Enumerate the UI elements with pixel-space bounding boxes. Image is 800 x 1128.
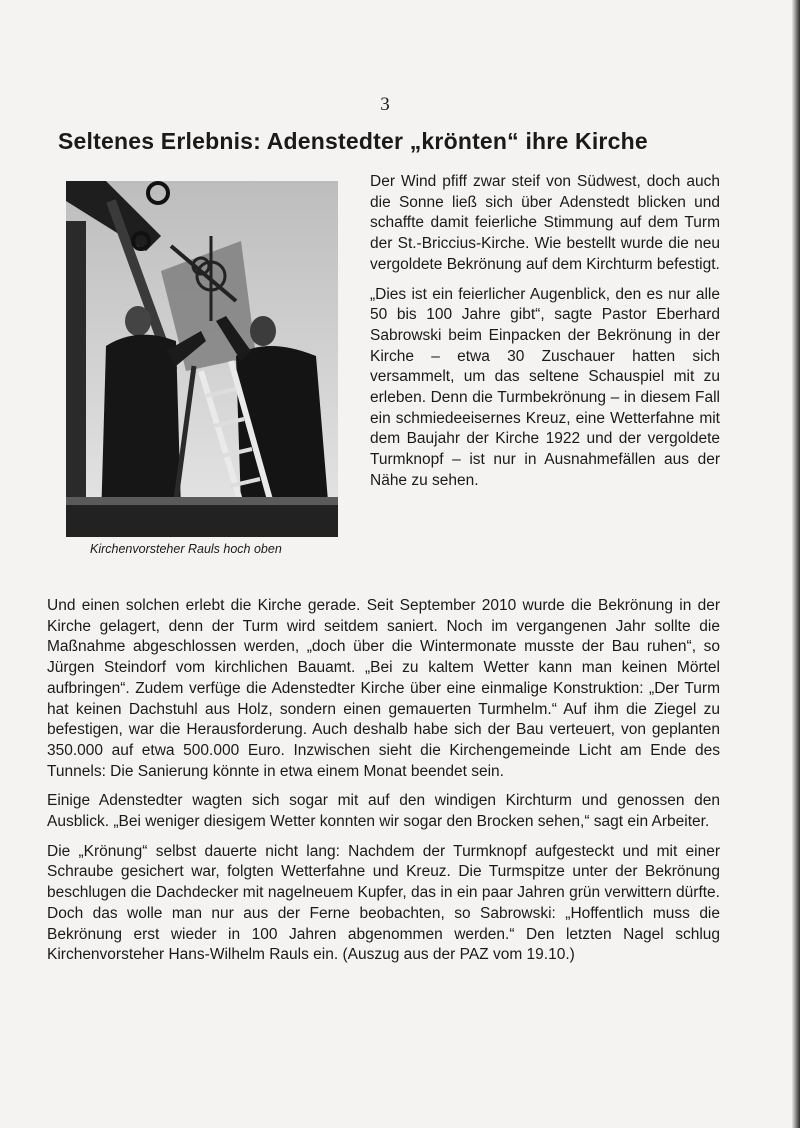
- headline: Seltenes Erlebnis: Adenstedter „krönten“ ihre Kirche: [58, 128, 648, 154]
- body-paragraph: Einige Adenstedter wagten sich sogar mit auf den windigen Kirchturm und genossen den Ausblick. „Bei weniger diesigem Wetter konnten wir sogar den Brocken sehen,“ sagt ein Arbeiter.: [47, 792, 720, 831]
- body-text: [47, 596, 720, 975]
- body-paragraph: Und einen solchen erlebt die Kirche gerade. Seit September 2010 wurde die Bekrönung in der Kirche gelagert, denn der Turm wird seitdem saniert. Noch im vergangenen Jahr sollte die Maßnahme abgeschlossen werden, „doch über die Wintermonate musste der Bau ruhen“, so Jürgen Steindorf vom kirchlichen Bauamt. „Bei zu kaltem Wetter kann man keinen Mörtel aufbringen“. Zudem verfüge die Adenstedter Kirche über eine einmalige Konstruktion: „Der Turm hat keinen Dachstuhl aus Holz, sondern einen gemauerten Turmhelm.“ Auf ihm die Ziegel zu befestigen, war die Herausforderung. Auch deshalb habe sich der Bau verteuert, von geplanten 350.000 auf etwa 500.000 Euro. Inzwischen sieht die Kirchengemeinde Licht am Ende des Tunnels: Die Sanierung könnte in etwa einem Monat beendet sein.: [47, 597, 720, 780]
- column-paragraph: „Dies ist ein feierlicher Augenblick, den es nur alle 50 bis 100 Jahre gibt“, sagte Pastor Eberhard Sabrowski beim Einpacken der Bekrönung in der Kirche – etwa 30 Zuschauer hatten sich versammelt, um das seltene Schauspiel mit zu erleben. Denn die Turmbekrönung – in diesem Fall ein schmiedeeisernes Kreuz, eine Wetterfahne mit dem Baujahr der Kirche 1922 und der vergoldete Turmknopf – ist nur in Ausnahmefällen aus der Nähe zu sehen.: [370, 285, 720, 489]
- page-edge: [792, 0, 800, 1128]
- body-paragraph: Die „Krönung“ selbst dauerte nicht lang: Nachdem der Turmknopf aufgesteckt und mit einer Schraube gesichert war, folgten Wetterfahne und Kreuz. Die Turmspitze unter der Bekrönung beschlugen die Dachdecker mit nagelneuem Kupfer, das in ein paar Jahren grün verwittern dürfte. Doch das wolle man nur aus der Ferne beobachten, so Sabrowski: „Hoffentlich muss die Bekrönung erst wieder in 100 Jahren abgenommen werden.“ Den letzten Nagel schlug Kirchenvorsteher Hans-Wilhelm Rauls ein. (Auszug aus der PAZ vom 19.10.): [47, 842, 720, 964]
- church-crown-photo: [66, 181, 338, 537]
- page-number: 3: [380, 94, 390, 115]
- column-paragraph: Der Wind pfiff zwar steif von Südwest, doch auch die Sonne ließ sich über Adenstedt blicken und schaffte damit feierliche Stimmung auf dem Turm der St.-Briccius-Kirche. Wie bestellt wurde die neu vergoldete Bekrönung auf dem Kirchturm befestigt.: [370, 173, 720, 273]
- photo-caption: Kirchenvorsteher Rauls hoch oben: [90, 542, 282, 556]
- column-text: [370, 172, 720, 501]
